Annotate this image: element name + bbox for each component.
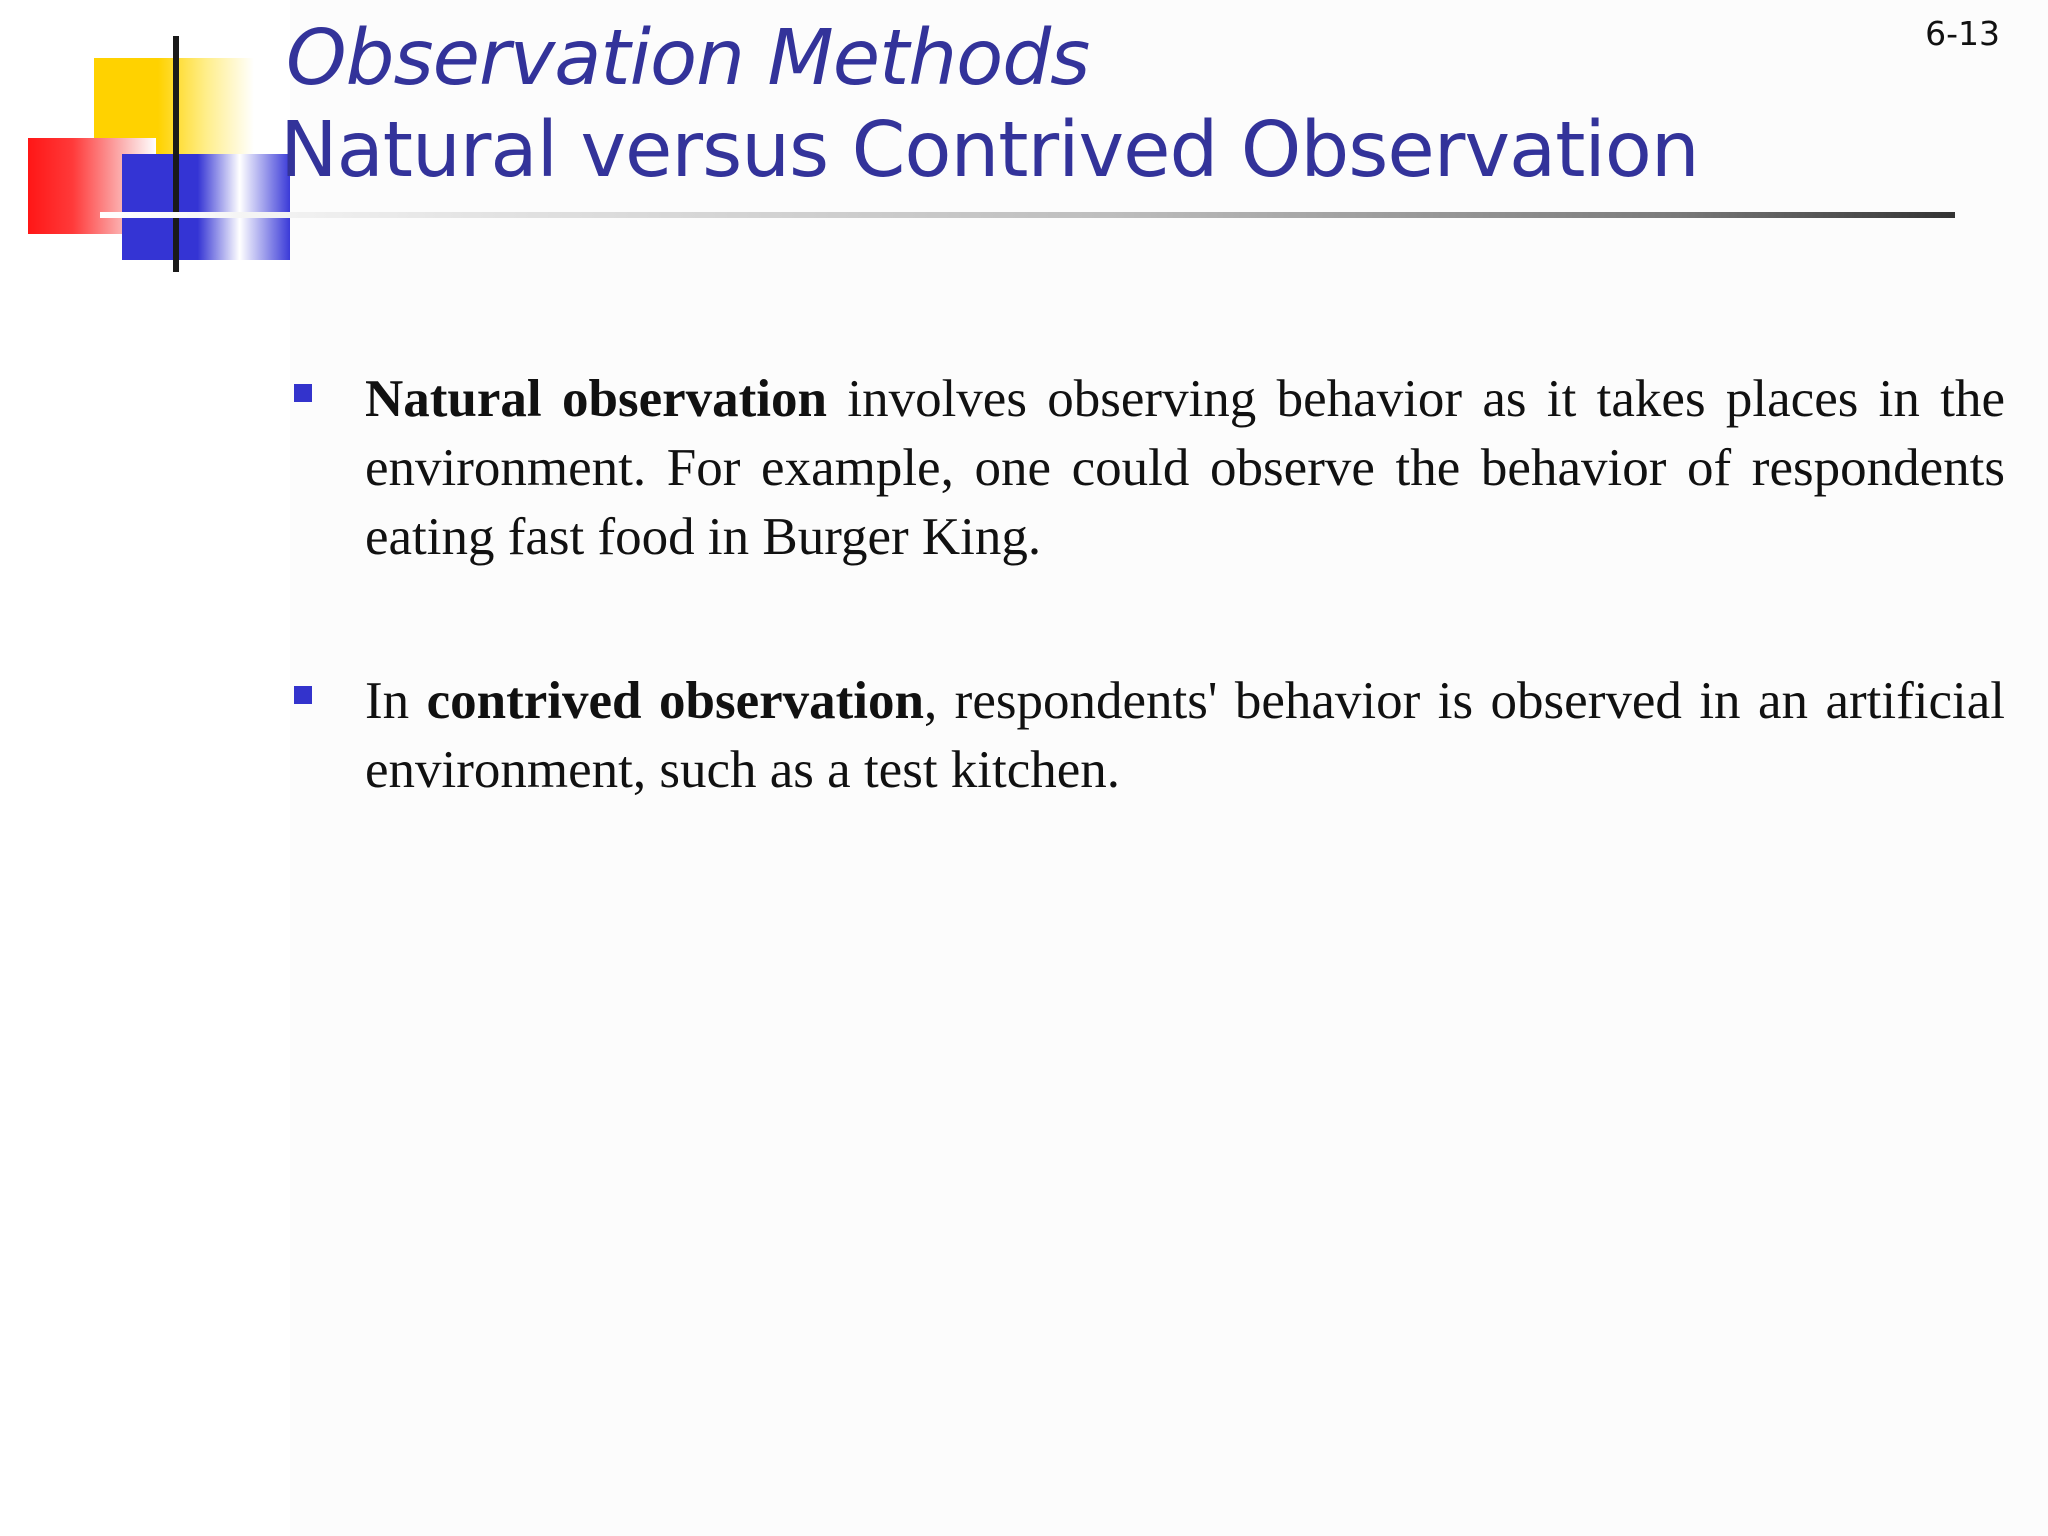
square-bullet-icon [294,384,312,402]
slide-title: Observation Methods [286,14,1090,103]
bullet-text: , respondents' behavior is observed in an artificial environment, such as a test kitchen. [365,672,2005,799]
bullet-natural-observation [290,365,2005,572]
title-underline-rule [100,212,1955,218]
bullet-prefix: In [365,672,427,730]
logo-blue-block [122,154,290,260]
bullet-term: contrived observation [426,672,924,730]
slide-subtitle: Natural versus Contrived Observation [280,106,1699,195]
square-bullet-icon [294,686,312,704]
bullet-list [290,365,2005,805]
logo-vertical-line [173,36,179,272]
slide-number: 6-13 [1925,14,2000,53]
bullet-contrived-observation [290,667,2005,805]
bullet-text: involves observing behavior as it takes places in the environment. For example, one could observe the behavior of respondents eating fast food in Burger King. [365,370,2005,566]
bullet-term: Natural observation [365,370,827,428]
